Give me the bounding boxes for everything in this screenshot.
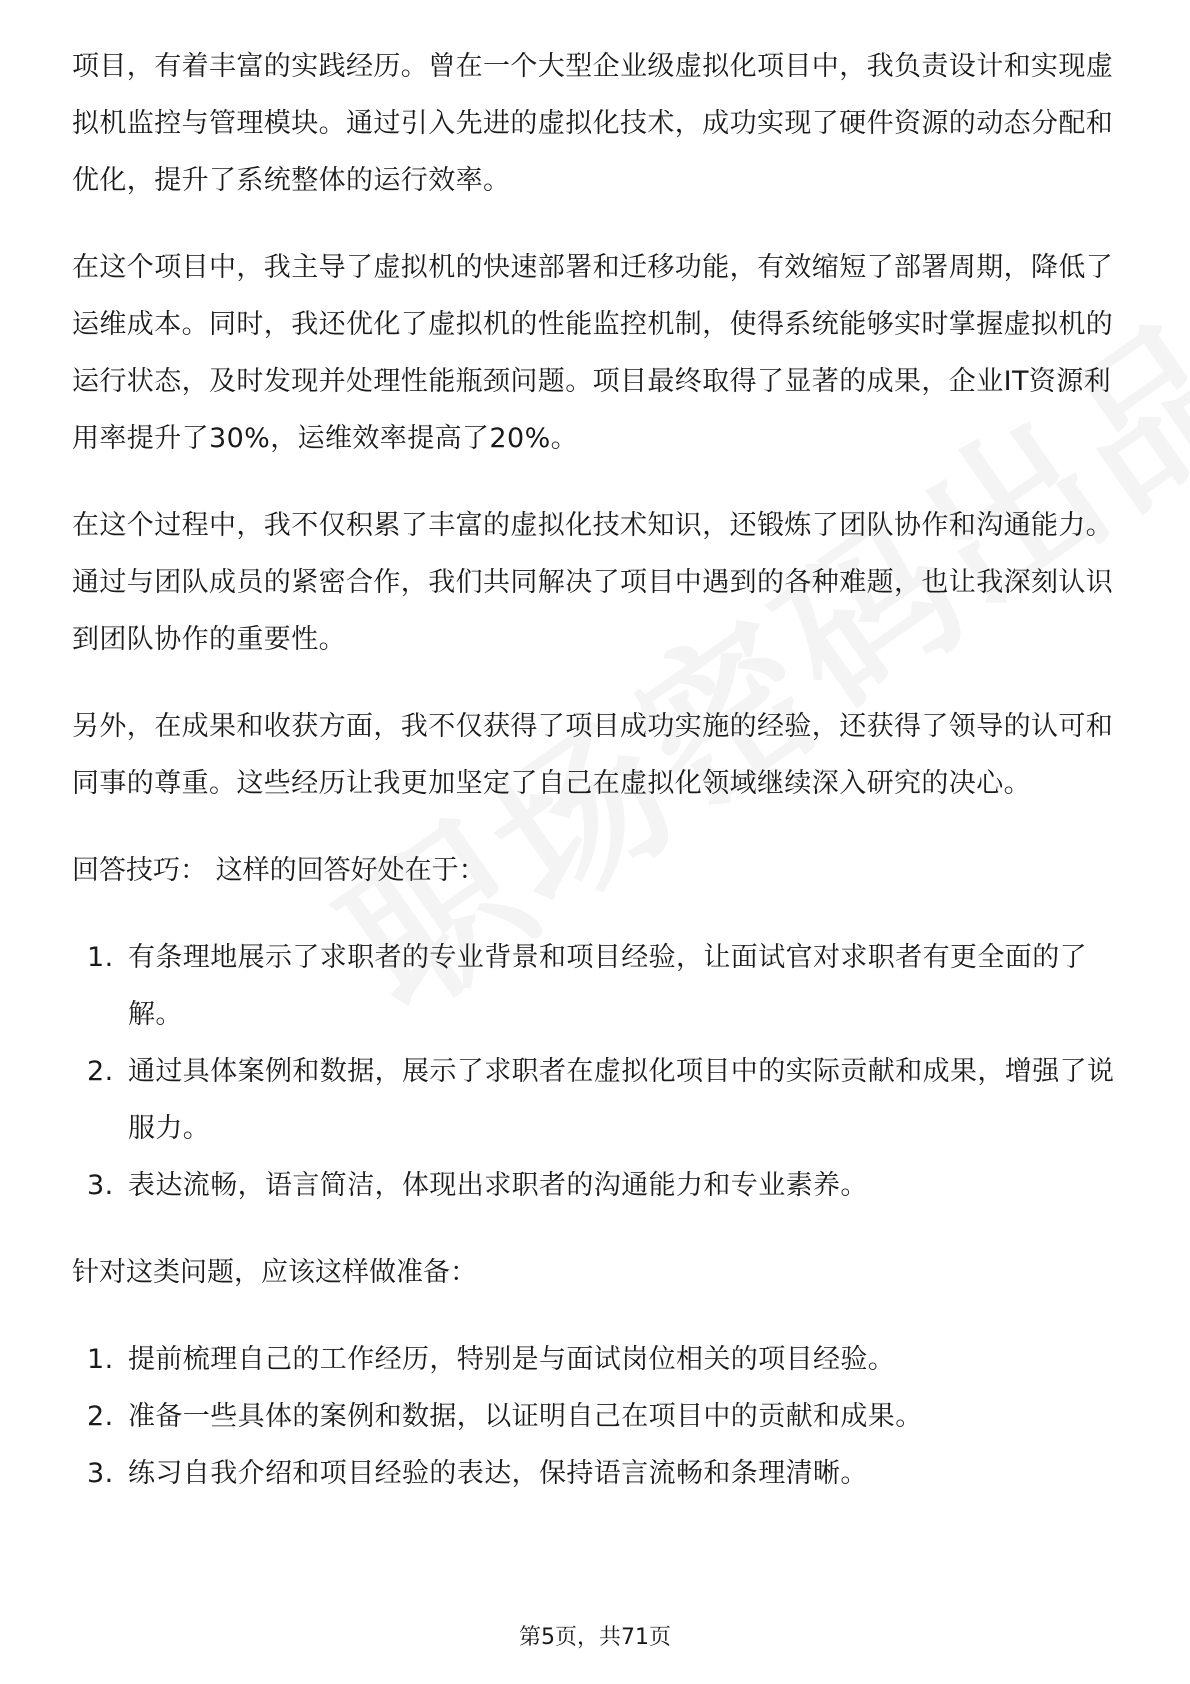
list-number: 2. [87,1056,114,1087]
list-item [72,1157,1120,1214]
list-item [72,1445,1120,1502]
list-number: 3. [87,1170,114,1201]
list-number: 3. [87,1458,114,1489]
list-number: 1. [87,1344,114,1375]
paragraph-4: 另外，在成果和收获方面，我不仅获得了项目成功实施的经验，还获得了领导的认可和同事的尊重。这些经历让我更加坚定了自己在虚拟化领域继续深入研究的决心。 [72,711,1114,799]
list-item [72,929,1120,1043]
paragraph-1: 项目，有着丰富的实践经历。曾在一个大型企业级虚拟化项目中，我负责设计和实现虚拟机监控与管理模块。通过引入先进的虚拟化技术，成功实现了硬件资源的动态分配和优化，提升了系统整体的运行效率。 [72,51,1114,196]
list-item [72,1331,1120,1388]
list-item [72,1043,1120,1157]
list-item-text: 通过具体案例和数据，展示了求职者在虚拟化项目中的实际贡献和成果，增强了说服力。 [128,1056,1115,1144]
paragraph-3: 在这个过程中，我不仅积累了丰富的虚拟化技术知识，还锻炼了团队协作和沟通能力。通过与团队成员的紧密合作，我们共同解决了项目中遇到的各种难题，也让我深刻认识到团队协作的重要性。 [72,510,1114,655]
prep-heading: 针对这类问题，应该这样做准备： [72,1257,477,1288]
tips-heading: 回答技巧： 这样的回答好处在于： [72,855,486,886]
tips-list [72,929,1120,1214]
prep-list [72,1331,1120,1502]
list-item-text: 练习自我介绍和项目经验的表达，保持语言流畅和条理清晰。 [128,1458,868,1489]
page-footer: 第5页，共71页 [519,1625,671,1650]
paragraph-2: 在这个项目中，我主导了虚拟机的快速部署和迁移功能，有效缩短了部署周期，降低了运维成本。同时，我还优化了虚拟机的性能监控机制，使得系统能够实时掌握虚拟机的运行状态，及时发现并处理性能瓶颈问题。项目最终取得了显著的成果，企业IT资源利用率提升了30%，运维效率提高了20%。 [72,252,1114,454]
list-item-text: 准备一些具体的案例和数据，以证明自己在项目中的贡献和成果。 [128,1401,923,1432]
list-number: 1. [87,942,114,973]
list-item-text: 提前梳理自己的工作经历，特别是与面试岗位相关的项目经验。 [128,1344,896,1375]
document-body [72,38,1120,1532]
list-number: 2. [87,1401,114,1432]
list-item-text: 有条理地展示了求职者的专业背景和项目经验，让面试官对求职者有更全面的了解。 [128,942,1087,1030]
list-item [72,1388,1120,1445]
list-item-text: 表达流畅，语言简洁，体现出求职者的沟通能力和专业素养。 [128,1170,868,1201]
